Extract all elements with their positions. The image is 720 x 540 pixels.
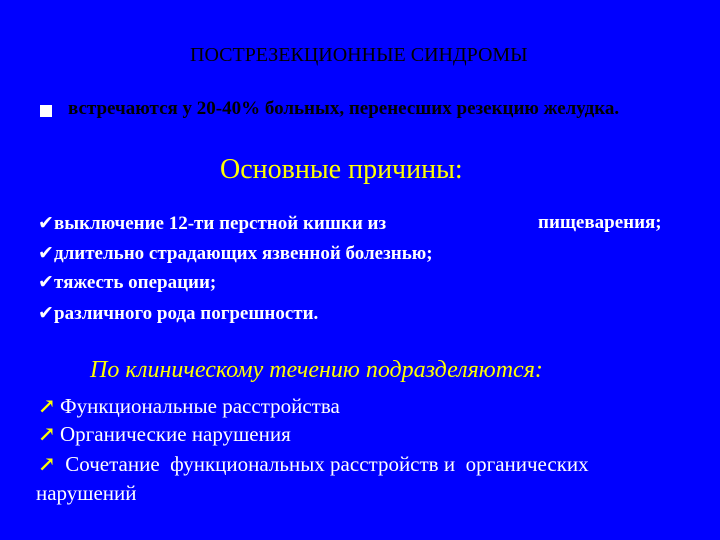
cause-text: длительно страдающих язвенной болезнью;: [54, 243, 433, 264]
cause-item: [38, 242, 433, 265]
form-item: [38, 393, 340, 419]
statistic-line: встречаются у 20-40% больных, перенесших резекцию желудка.: [68, 98, 620, 119]
checkmark-icon: ✔: [38, 272, 54, 293]
cause-item: [38, 302, 318, 325]
form-text: Функциональные расстройства: [60, 394, 340, 418]
cause-item: [38, 271, 216, 294]
lightning-icon: ↗: [38, 452, 56, 476]
cause-text-tail: пищеварения;: [538, 212, 662, 233]
slide-title: ПОСТРЕЗЕКЦИОННЫЕ СИНДРОМЫ: [190, 44, 528, 66]
cause-text: различного рода погрешности.: [54, 303, 319, 324]
lightning-icon: ↗: [38, 394, 56, 418]
checkmark-icon: ✔: [38, 303, 54, 324]
form-text-continuation: нарушений: [36, 481, 137, 505]
form-text: Сочетание функциональных расстройств и органических: [60, 452, 589, 476]
clinical-course-heading: По клиническому течению подразделяются:: [90, 357, 543, 383]
causes-heading: Основные причины:: [220, 154, 463, 185]
lightning-icon: ↗: [38, 422, 56, 446]
form-item: [38, 451, 589, 477]
cause-text: тяжесть операции;: [54, 272, 217, 293]
cause-text: выключение 12-ти перстной кишки из: [54, 213, 387, 234]
cause-item: [38, 212, 662, 235]
square-bullet-icon: [40, 105, 52, 117]
checkmark-icon: ✔: [38, 243, 54, 264]
checkmark-icon: ✔: [38, 213, 54, 234]
form-item: [38, 421, 291, 447]
form-text: Органические нарушения: [60, 422, 291, 446]
